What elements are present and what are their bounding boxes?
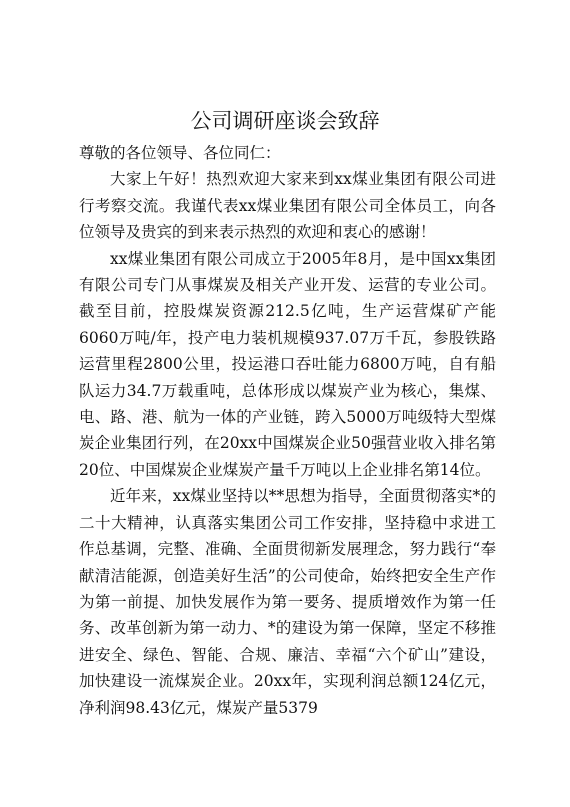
document-title: 公司调研座谈会致辞 [190, 109, 380, 133]
paragraph-welcome: 大家上午好！热烈欢迎大家来到xx煤业集团有限公司进行考察交流。我谨代表xx煤业集团有限公司全体员工，向各位领导及贵宾的到来表示热烈的欢迎和衷心的感谢！ [79, 170, 496, 242]
document-body [79, 140, 496, 721]
paragraph-company-profile: xx煤业集团有限公司成立于2005年8月，是中国xx集团有限公司专门从事煤炭及相关产业开发、运营的专业公司。截至目前，控股煤炭资源212.5亿吨，生产运营煤矿产能6060万吨/年，投产电力装机规模937.07万千瓦，参股铁路运营里程2800公里，投运港口吞吐能力6800万吨，自有船队运力34.7万载重吨，总体形成以煤炭产业为核心，集煤、电、路、港、航为一体的产业链，跨入5000万吨级特大型煤炭企业集团行列，在20xx中国煤炭企业50强营业收入排名第20位、中国煤炭企业煤炭产量千万吨以上企业排名第14位。 [79, 249, 496, 479]
paragraph-recent-development: 近年来，xx煤业坚持以**思想为指导，全面贯彻落实*的二十大精神，认真落实集团公司工作安排，坚持稳中求进工作总基调，完整、准确、全面贯彻新发展理念，努力践行“奉献清洁能源，创造美好生活”的公司使命，始终把安全生产作为第一前提、加快发展作为第一要务、提质增效作为第一任务、改革创新为第一动力、*的建设为第一保障，坚定不移推进安全、绿色、智能、合规、廉洁、幸福“六个矿山”建设，加快建设一流煤炭企业。20xx年，实现利润总额124亿元，净利润98.43亿元，煤炭产量5379 [79, 487, 496, 717]
salutation: 尊敬的各位领导、各位同仁： [79, 144, 281, 162]
